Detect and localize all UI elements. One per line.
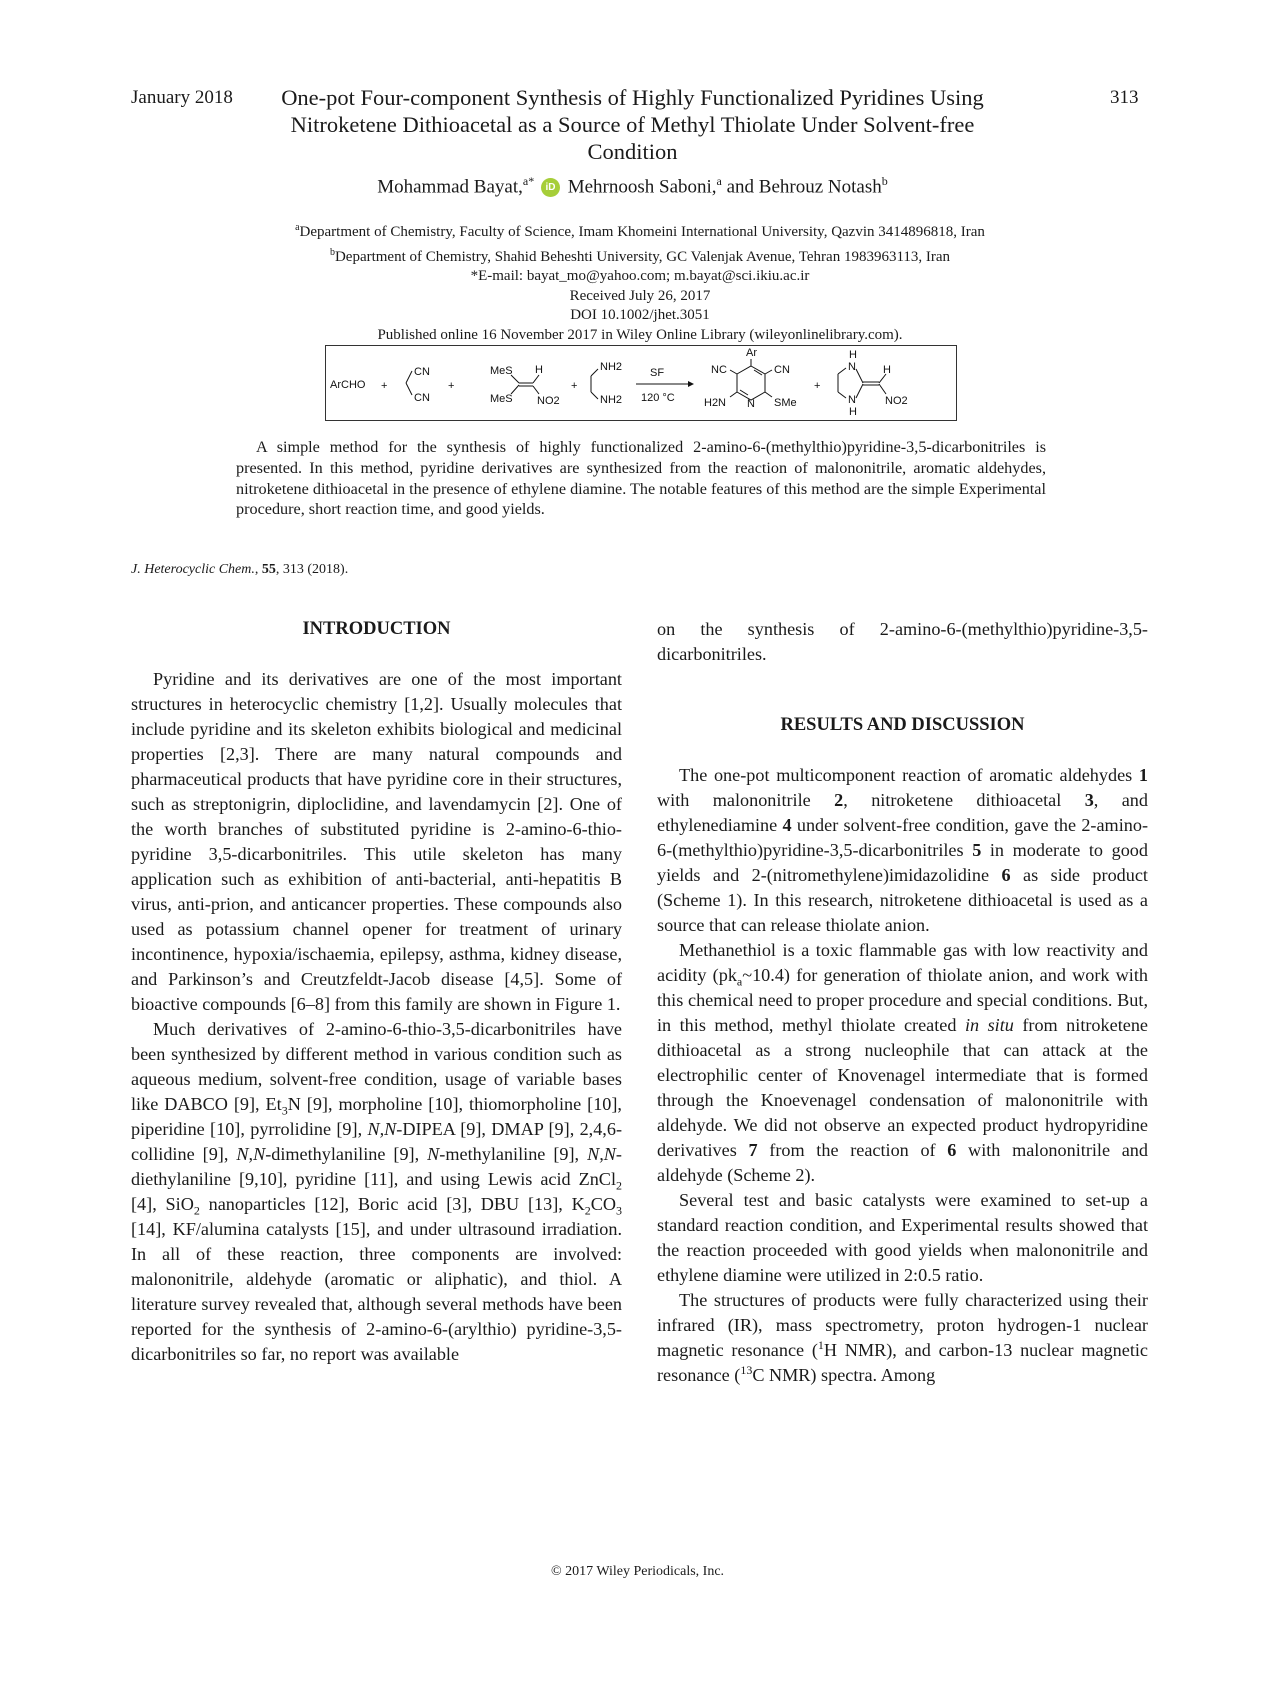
h-label: H: [849, 349, 857, 361]
article-title: One-pot Four-component Synthesis of Highly Functionalized Pyridines Using Nitroketene Dithioacetal as a Source of Methyl Thiolate Under Solvent-free Condition: [281, 85, 984, 164]
journal-citation: J. Heterocyclic Chem., 55, 313 (2018).: [131, 562, 349, 577]
author-name: Mohammad Bayat,: [377, 176, 523, 198]
intro-continuation: on the synthesis of 2-amino-6-(methylthio)pyridine-3,5-dicarbonitriles.: [657, 619, 1148, 664]
condition-sf: SF: [650, 367, 665, 379]
malononitrile-structure: [406, 371, 412, 395]
affiliation-a: $^a$Department of Chemistry, Faculty of Science, Imam Khomeini International University, Qazvin 3414896818, Iran: [295, 222, 985, 240]
received-date: Received July 26, 2017: [569, 287, 711, 304]
mes-label: MeS: [490, 393, 513, 405]
cn-label: CN: [774, 364, 790, 376]
left-column: [131, 617, 622, 1367]
section-heading-results: RESULTS AND DISCUSSION: [780, 715, 1025, 735]
no2-label: NO2: [537, 395, 560, 407]
copyright-footer: © 2017 Wiley Periodicals, Inc.: [550, 1564, 725, 1579]
reaction-arrow: [636, 381, 694, 387]
header-date: January 2018: [131, 87, 233, 108]
orcid-icon[interactable]: iD: [541, 178, 560, 197]
nh2-label: NH2: [600, 394, 623, 406]
nh2-label: NH2: [600, 361, 623, 373]
imidazolidine-structure: [838, 368, 886, 398]
reagent-archo: ArCHO: [330, 379, 366, 391]
h-label: H: [849, 406, 857, 418]
results-paragraph-3: Several test and basic catalysts were examined to set-up a standard reaction condition, and Experimental results showed that the reaction proceeded with good yields when malononitrile and ethylene diamine were utilized in 2:0.5 ratio.: [657, 1190, 1148, 1285]
h-label: H: [535, 364, 543, 376]
affiliation-b: $^b$Department of Chemistry, Shahid Beheshti University, GC Valenjak Avenue, Tehran 1983963113, Iran: [329, 246, 951, 265]
no2-label: NO2: [885, 395, 908, 407]
ring-n-label: N: [747, 398, 755, 410]
ring-n-label: N: [848, 361, 856, 373]
nc-label: NC: [711, 364, 727, 376]
email-line[interactable]: *E-mail: bayat_mo@yahoo.com; m.bayat@sci.ikiu.ac.ir: [470, 268, 810, 284]
intro-paragraph-1: Pyridine and its derivatives are one of the most important structures in heterocyclic chemistry [1,2]. Usually molecules that include pyridine and its skeleton exhibits biological and medicinal properties [2,3]. There are many natural compounds and pharmaceutical products that have pyridine core in their structures, such as streptonigrin, diploclidine, and lavendamycin [2]. One of the worth branches of substituted pyridine is 2-amino-6-thio-pyridine 3,5-dicarbonitriles. This utile skeleton has many application such as exhibition of anti-bacterial, anti-hepatitis B virus, anti-prion, and anticancer properties. These compounds also used as potassium channel opener for treatment of urinary incontinence, hypoxia/ischaemia, epilepsy, asthma, kidney disease, and Parkinson’s and Creutzfeldt-Jacob disease [4,5]. Some of bioactive compounds [6–8] from this family are shown in Figure 1.: [131, 669, 622, 1014]
author-affil-mark: b: [881, 174, 888, 188]
results-paragraph-1: The one-pot multicomponent reaction of aromatic aldehydes 1 with malononitrile 2, nitroketene dithioacetal 3, and ethylenediamine 4 under solvent-free condition, gave the 2-amino-6-(methylthio)pyridine-3,5-dicarbonitriles 5 in moderate to good yields and 2-(nitromethylene)imidazolidine 6 as side product (Scheme 1). In this research, nitroketene dithioacetal is used as a source that can release thiolate anion.: [657, 765, 1148, 935]
nitroketene-structure: [511, 375, 539, 394]
ring-n-label: N: [848, 394, 856, 406]
abstract: A simple method for the synthesis of highly functionalized 2-amino-6-(methylthio)pyridine-3,5-dicarbonitriles is presented. In this method, pyridine derivatives are synthesized from the reaction of malononitrile, aromatic aldehydes, nitroketene dithioacetal in the presence of ethylene diamine. The notable features of this method are the simple Experimental procedure, short reaction time, and good yields.: [236, 438, 1046, 519]
pyridine-structure: [730, 359, 772, 400]
cn-label: CN: [414, 366, 430, 378]
page-number: 313: [1110, 87, 1139, 108]
section-heading-introduction: INTRODUCTION: [302, 619, 451, 639]
plus-sign: +: [381, 380, 388, 392]
author-name: Behrouz Notash: [758, 176, 882, 198]
ar-label: Ar: [746, 347, 757, 359]
results-paragraph-2: Methanethiol is a toxic flammable gas with low reactivity and acidity $(pk_a\sim 10.4)$ for generation of thiolate anion, and work with this chemical need to proper procedure and special conditions. But, in this method, methyl thiolate created in situ from nitroketene dithioacetal as a strong nucleophile that can attack at the electrophilic center of Knovenagel intermediate that is formed through the Knoevenagel condensation of malononitrile with aldehyde. We did not observe an expected product hydropyridine derivatives 7 from the reaction of 6 with malononitrile and aldehyde (Scheme 2).: [657, 940, 1148, 1185]
ethylenediamine-structure: [591, 369, 598, 399]
intro-paragraph-2: Much derivatives of 2-amino-6-thio-3,5-dicarbonitriles have been synthesized by different method in various condition such as aqueous medium, solvent-free condition, usage of variable bases like DABCO [9], $Et_3N$ [9], morpholine [10], thiomorpholine [10], piperidine [10], pyrrolidine [9], N,N-DIPEA [9], DMAP [9], 2,4,6-collidine [9], N,N-dimethylaniline [9], N-methylaniline [9], N,N-diethylaniline [9,10], pyridine [11], and using Lewis acid ZnCl$_2$ [4], SiO$_2$ nanoparticles [12], Boric acid [3], DBU [13], $K_2CO_3$ [14], KF/alumina catalysts [15], and under ultrasound irradiation. In all of these reaction, three components are involved: malononitrile, aldehyde (aromatic or aliphatic), and thiol. A literature survey revealed that, although several methods have been reported for the synthesis of 2-amino-6-(arylthio) pyridine-3,5-dicarbonitriles so far, no report was available: [131, 1019, 623, 1364]
cn-label: CN: [414, 392, 430, 404]
plus-sign: +: [571, 380, 578, 392]
results-paragraph-4: The structures of products were fully characterized using their infrared (IR), mass spectrometry, proton hydrogen-1 nuclear magnetic resonance ($^1$H NMR), and carbon-13 nuclear magnetic resonance ($^{13}$C NMR) spectra. Among: [657, 1290, 1148, 1385]
reaction-scheme: [325, 345, 957, 421]
h-label: H: [883, 364, 891, 376]
plus-sign: +: [814, 380, 821, 392]
plus-sign: +: [448, 380, 455, 392]
right-column: [657, 617, 1148, 1388]
doi-line[interactable]: DOI 10.1002/jhet.3051: [570, 307, 710, 323]
author-affil-mark: a*: [522, 174, 535, 188]
published-line: Published online 16 November 2017 in Wiley Online Library (wileyonlinelibrary.com).: [377, 326, 903, 343]
h2n-label: H2N: [704, 397, 727, 409]
author-line: [255, 174, 1010, 198]
sme-label: SMe: [774, 397, 797, 409]
affiliations-block: [200, 218, 1080, 345]
author-affil-mark: a: [716, 174, 722, 188]
author-conjunction: and: [726, 176, 755, 198]
author-name: Mehrnoosh Saboni,: [567, 176, 717, 198]
condition-temp: 120 °C: [641, 392, 675, 404]
mes-label: MeS: [490, 365, 513, 377]
